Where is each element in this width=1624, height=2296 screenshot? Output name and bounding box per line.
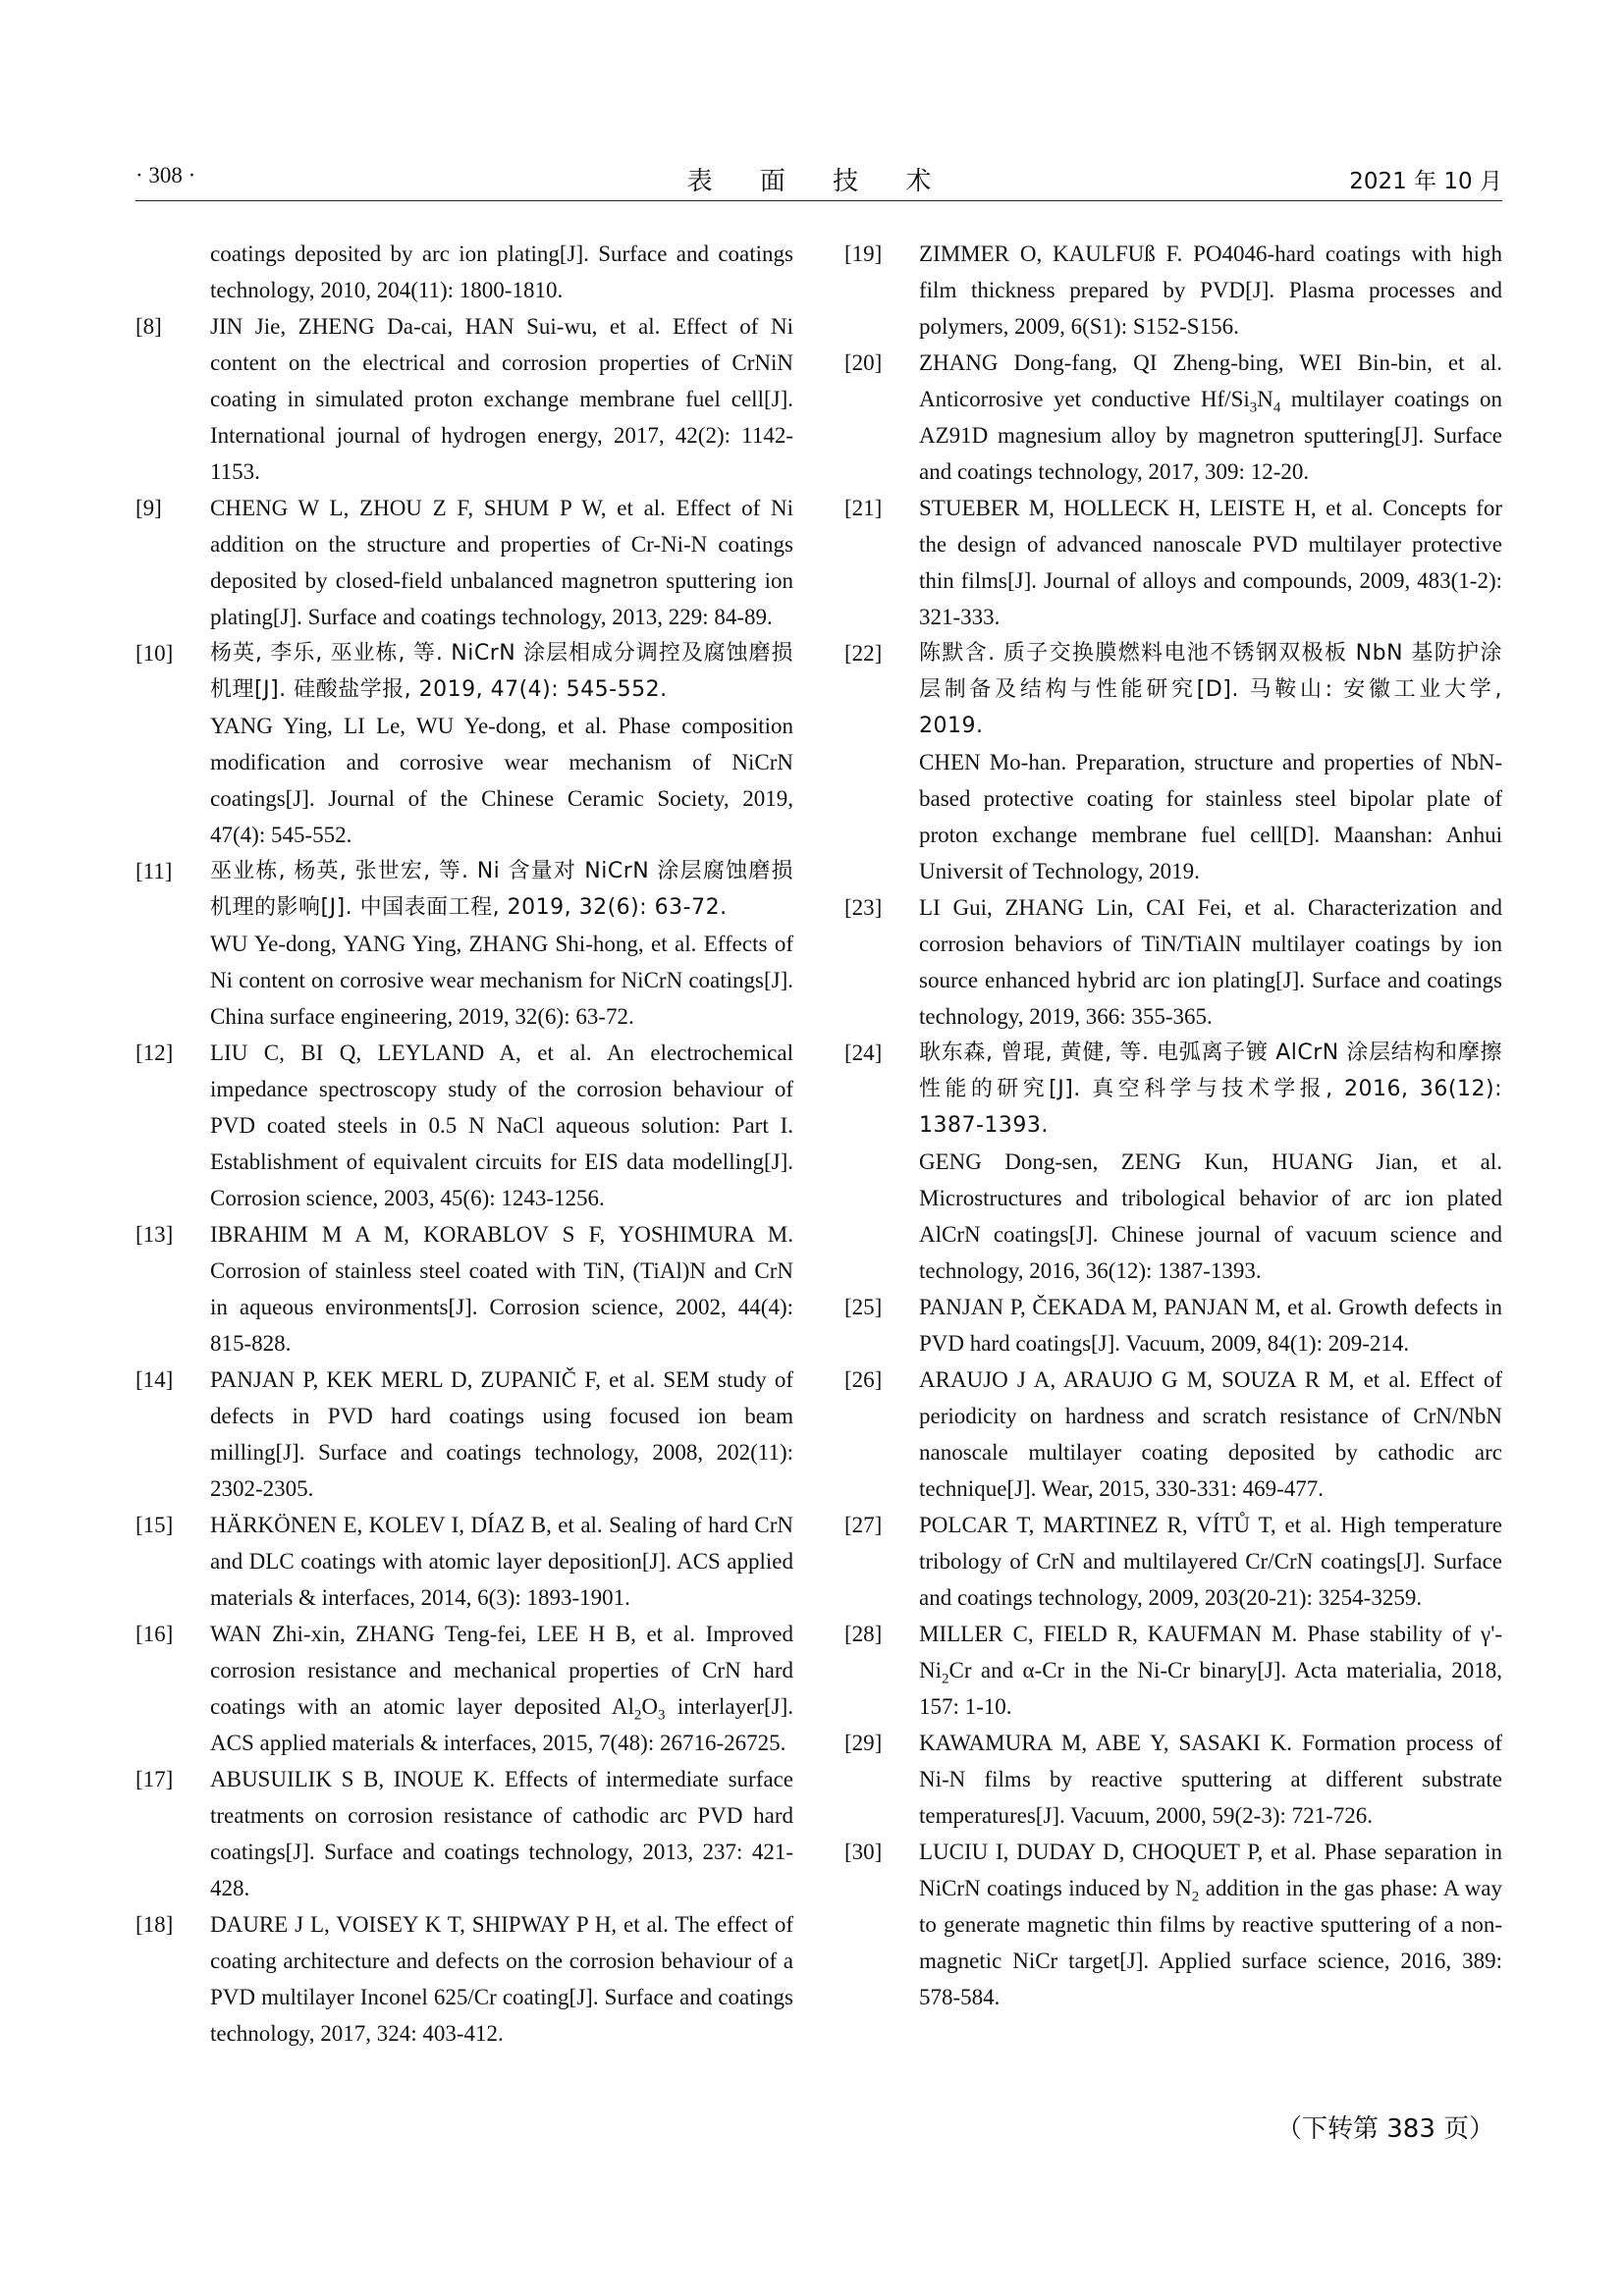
ref-number: [8] (135, 314, 162, 339)
ref-text-english: WU Ye-dong, YANG Ying, ZHANG Shi-hong, et al. Effects of Ni content on corrosive wear mechanism for NiCrN coatings[J]. China surface engineering, 2019, 32(6): 63-72. (210, 932, 793, 1029)
ref-text-english: YANG Ying, LI Le, WU Ye-dong, et al. Phase composition modification and corrosive wear mechanism of NiCrN coatings[J]. Journal of the Chinese Ceramic Society, 2019, 47(4): 545-552. (210, 714, 793, 847)
ref-number: [18] (135, 1912, 174, 1937)
reference-30 (844, 1834, 1502, 2015)
ref-text: PANJAN P, KEK MERL D, ZUPANIČ F, et al. SEM study of defects in PVD hard coatings using focused ion beam milling[J]. Surface and coatings technology, 2008, 202(11): 2302-2305. (210, 1367, 793, 1501)
reference-26 (844, 1362, 1502, 1507)
page-number: · 308 · (135, 163, 196, 187)
ref-number: [23] (844, 895, 883, 920)
reference-16 (135, 1616, 793, 1761)
ref-number: [27] (844, 1513, 883, 1537)
reference-10 (135, 635, 793, 853)
reference-19 (844, 236, 1502, 345)
ref-text-part: WAN Zhi-xin, ZHANG Teng-fei, LEE H B, et al. Improved corrosion resistance and mechanical properties of CrN hard coatings with an atomic layer deposited Al (210, 1622, 793, 1719)
reference-20 (844, 345, 1502, 490)
ref-number: [16] (135, 1622, 174, 1646)
ref-continuation: coatings deposited by arc ion plating[J]. Surface and coatings technology, 2010, 204(11): 1800-1810. (210, 241, 793, 302)
ref-text: DAURE J L, VOISEY K T, SHIPWAY P H, et al. The effect of coating architecture and defects on the corrosion behaviour of a PVD multilayer Inconel 625/Cr coating[J]. Surface and coatings technology, 2017, 324: 403-412. (210, 1912, 793, 2046)
ref-number: [25] (844, 1295, 883, 1319)
subscript: 4 (1272, 400, 1281, 416)
reference-18 (135, 1906, 793, 2052)
reference-25 (844, 1289, 1502, 1362)
ref-text: ZIMMER O, KAULFUß F. PO4046-hard coatings with high film thickness prepared by PVD[J]. Plasma processes and polymers, 2009, 6(S1): S152-S156. (919, 241, 1502, 339)
ref-number: [19] (844, 241, 883, 266)
issue-date: 2021 年 10 月 (1349, 169, 1502, 194)
ref-text-part: ZHANG Dong-fang, QI Zheng-bing, WEI Bin-bin, et al. Anticorrosive yet conductive Hf/Si (919, 350, 1502, 411)
ref-text: CHENG W L, ZHOU Z F, SHUM P W, et al. Effect of Ni addition on the structure and properties of Cr-Ni-N coatings deposited by closed-field unbalanced magnetron sputtering ion plating[J]. Surface and coatings technology, 2013, 229: 84-89. (210, 496, 793, 629)
ref-number: [28] (844, 1622, 883, 1646)
subscript: 2 (633, 1707, 642, 1724)
subscript: 2 (942, 1671, 949, 1687)
ref-number: [13] (135, 1222, 174, 1247)
ref-number: [29] (844, 1731, 883, 1755)
reference-8 (135, 308, 793, 490)
reference-9 (135, 490, 793, 635)
ref-text (919, 345, 1502, 490)
continued-note: （下转第 383 页） (1276, 2114, 1495, 2144)
ref-text-part: MILLER C, FIELD R, KAUFMAN M. Phase stability of γ'-Ni (919, 1622, 1502, 1682)
ref-number: [22] (844, 641, 883, 666)
ref-number: [17] (135, 1767, 174, 1791)
ref-text-part: Cr and α-Cr in the Ni-Cr binary[J]. Acta materialia, 2018, 157: 1-10. (919, 1658, 1502, 1719)
ref-text: POLCAR T, MARTINEZ R, VÍTŮ T, et al. High temperature tribology of CrN and multilayered Cr/CrN coatings[J]. Surface and coatings technology, 2009, 203(20-21): 3254-3259. (919, 1513, 1502, 1610)
ref-text: HÄRKÖNEN E, KOLEV I, DÍAZ B, et al. Sealing of hard CrN and DLC coatings with atomic layer deposition[J]. ACS applied materials & interfaces, 2014, 6(3): 1893-1901. (210, 1513, 793, 1610)
ref-text-part: O (641, 1694, 658, 1719)
reference-24 (844, 1035, 1502, 1289)
reference-29 (844, 1725, 1502, 1834)
ref-text-part: LUCIU I, DUDAY D, CHOQUET P, et al. Phase separation in NiCrN coatings induced by N (919, 1840, 1502, 1900)
ref-text-chinese: 陈默含. 质子交换膜燃料电池不锈钢双极板 NbN 基防护涂层制备及结构与性能研究[D]. 马鞍山: 安徽工业大学, 2019. (919, 641, 1502, 738)
journal-title: 表 面 技 术 (686, 167, 951, 196)
ref-text-chinese: 巫业栋, 杨英, 张世宏, 等. Ni 含量对 NiCrN 涂层腐蚀磨损机理的影响[J]. 中国表面工程, 2019, 32(6): 63-72. (210, 859, 793, 920)
ref-text-english: GENG Dong-sen, ZENG Kun, HUANG Jian, et al. Microstructures and tribological behavior of arc ion plated AlCrN coatings[J]. Chinese journal of vacuum science and technology, 2016, 36(12): 1387-1393. (919, 1149, 1502, 1283)
ref-text-part: addition in the gas phase: A way to generate magnetic thin films by reactive sputtering of a non-magnetic NiCr target[J]. Applied surface science, 2016, 389: 578-584. (919, 1876, 1502, 2009)
subscript: 2 (1191, 1889, 1200, 1905)
ref-number: [11] (135, 859, 173, 883)
ref-text: JIN Jie, ZHENG Da-cai, HAN Sui-wu, et al. Effect of Ni content on the electrical and corrosion properties of CrNiN coating in simulated proton exchange membrane fuel cell[J]. International journal of hydrogen energy, 2017, 42(2): 1142-1153. (210, 314, 793, 484)
left-column (135, 236, 793, 2052)
ref-text-part: multilayer coatings on AZ91D magnesium alloy by magnetron sputtering[J]. Surface and coatings technology, 2017, 309: 12-20. (919, 387, 1502, 484)
reference-15 (135, 1507, 793, 1616)
reference-14 (135, 1362, 793, 1507)
ref-text-chinese: 耿东森, 曾琨, 黄健, 等. 电弧离子镀 AlCrN 涂层结构和摩擦性能的研究[J]. 真空科学与技术学报, 2016, 36(12): 1387-1393. (919, 1041, 1502, 1138)
ref-number: [21] (844, 496, 883, 520)
ref-number: [15] (135, 1513, 174, 1537)
ref-text: LI Gui, ZHANG Lin, CAI Fei, et al. Characterization and corrosion behaviors of TiN/TiAlN multilayer coatings by ion source enhanced hybrid arc ion plating[J]. Surface and coatings technology, 2019, 366: 355-365. (919, 895, 1502, 1029)
ref-text-part: interlayer[J]. ACS applied materials & interfaces, 2015, 7(48): 26716-26725. (210, 1694, 793, 1755)
ref-text (210, 1616, 793, 1761)
ref-text: LIU C, BI Q, LEYLAND A, et al. An electrochemical impedance spectroscopy study of the corrosion behaviour of PVD coated steels in 0.5 N NaCl aqueous solution: Part I. Establishment of equivalent circuits for EIS data modelling[J]. Corrosion science, 2003, 45(6): 1243-1256. (210, 1041, 793, 1210)
ref-text: ARAUJO J A, ARAUJO G M, SOUZA R M, et al. Effect of periodicity on hardness and scratch resistance of CrN/NbN nanoscale multilayer coating deposited by cathodic arc technique[J]. Wear, 2015, 330-331: 469-477. (919, 1367, 1502, 1501)
ref-text-english: CHEN Mo-han. Preparation, structure and properties of NbN-based protective coating for stainless steel bipolar plate of proton exchange membrane fuel cell[D]. Maanshan: Anhui Universit of Technology, 2019. (919, 750, 1502, 883)
ref-text: IBRAHIM M A M, KORABLOV S F, YOSHIMURA M. Corrosion of stainless steel coated with TiN, (TiAl)N and CrN in aqueous environments[J]. Corrosion science, 2002, 44(4): 815-828. (210, 1222, 793, 1356)
reference-13 (135, 1216, 793, 1362)
ref-number: [10] (135, 641, 174, 666)
ref-text: STUEBER M, HOLLECK H, LEISTE H, et al. Concepts for the design of advanced nanoscale PVD multilayer protective thin films[J]. Journal of alloys and compounds, 2009, 483(1-2): 321-333. (919, 496, 1502, 629)
reference-23 (844, 889, 1502, 1035)
ref-text: ABUSUILIK S B, INOUE K. Effects of intermediate surface treatments on corrosion resistance of cathodic arc PVD hard coatings[J]. Surface and coatings technology, 2013, 237: 421-428. (210, 1767, 793, 1900)
ref-number: [9] (135, 496, 162, 520)
subscript: 3 (1249, 400, 1258, 416)
ref-text-part: N (1257, 387, 1273, 411)
ref-number: [12] (135, 1041, 174, 1065)
ref-number: [14] (135, 1367, 174, 1392)
ref-text (919, 1616, 1502, 1725)
ref-text (919, 1834, 1502, 2015)
ref-text: PANJAN P, ČEKADA M, PANJAN M, et al. Growth defects in PVD hard coatings[J]. Vacuum, 2009, 84(1): 209-214. (919, 1295, 1502, 1356)
ref-number: [24] (844, 1041, 883, 1065)
right-column (844, 236, 1502, 2015)
running-header (135, 155, 1502, 201)
ref-number: [20] (844, 350, 883, 375)
ref-number: [26] (844, 1367, 883, 1392)
reference-11 (135, 853, 793, 1035)
reference-12 (135, 1035, 793, 1216)
reference-27 (844, 1507, 1502, 1616)
reference-28 (844, 1616, 1502, 1725)
ref-number: [30] (844, 1840, 883, 1864)
subscript: 3 (658, 1707, 666, 1724)
reference-21 (844, 490, 1502, 635)
reference-17 (135, 1761, 793, 1906)
ref-text-chinese: 杨英, 李乐, 巫业栋, 等. NiCrN 涂层相成分调控及腐蚀磨损机理[J]. 硅酸盐学报, 2019, 47(4): 545-552. (210, 641, 793, 702)
ref-text: KAWAMURA M, ABE Y, SASAKI K. Formation process of Ni-N films by reactive sputtering at different substrate temperatures[J]. Vacuum, 2000, 59(2-3): 721-726. (919, 1731, 1502, 1828)
reference-22 (844, 635, 1502, 889)
